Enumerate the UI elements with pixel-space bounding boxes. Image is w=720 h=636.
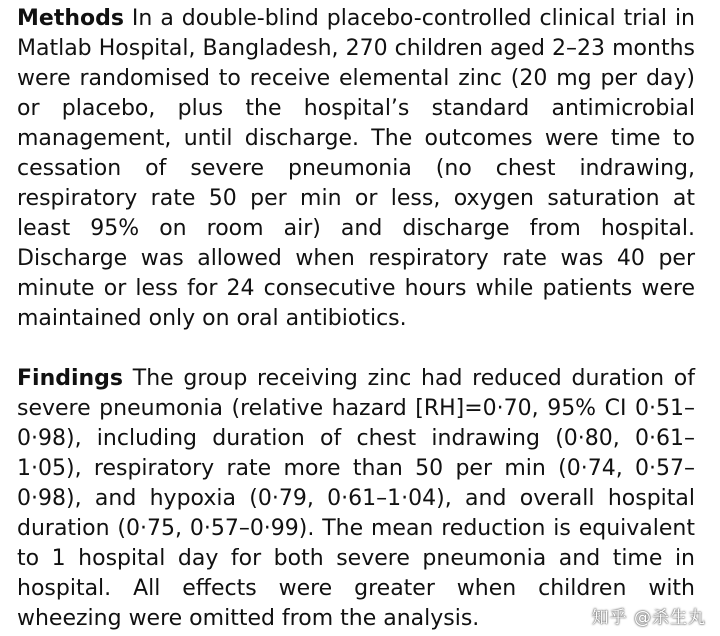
findings-heading: Findings bbox=[17, 366, 124, 391]
findings-paragraph bbox=[17, 364, 695, 634]
findings-text: The group receiving zinc had reduced duration of severe pneumonia (relative hazard [RH]=0·70, 95% CI 0·51–0·98), including duration of chest indrawing (0·80, 0·61–1·05), respiratory rate more than 50 per min (0·74, 0·57–0·98), and hypoxia (0·79, 0·61–1·04), and overall hospital duration (0·75, 0·57–0·99). The mean reduction is equivalent to 1 hospital day for both severe pneumonia and time in hospital. All effects were greater when children with wheezing were omitted from the analysis. bbox=[17, 366, 695, 631]
methods-text: In a double-blind placebo-controlled clinical trial in Matlab Hospital, Bangladesh, 270 children aged 2–23 months were randomised to receive elemental zinc (20 mg per day) or placebo, plus the hospital’s standard antimicrobial management, until discharge. The outcomes were time to cessation of severe pneumonia (no chest indrawing, respiratory rate 50 per min or less, oxygen saturation at least 95% on room air) and discharge from hospital. Discharge was allowed when respiratory rate was 40 per minute or less for 24 consecutive hours while patients were maintained only on oral antibiotics. bbox=[17, 6, 695, 331]
abstract-body bbox=[17, 4, 695, 634]
methods-paragraph bbox=[17, 4, 695, 334]
watermark: 知乎 @杀生丸 bbox=[591, 608, 706, 628]
methods-heading: Methods bbox=[17, 6, 124, 31]
